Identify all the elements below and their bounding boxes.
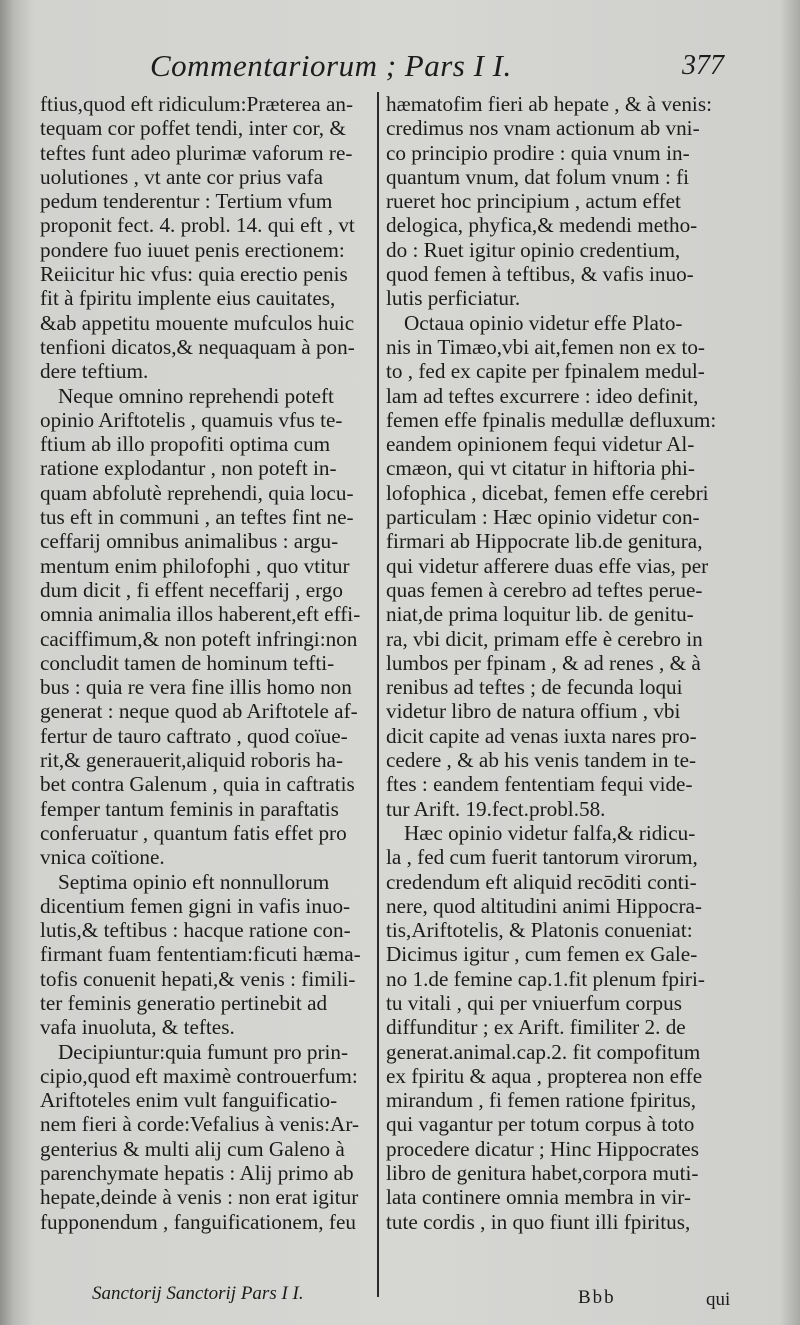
text-line: omnia animalia illos haberent,eft effi-	[40, 602, 361, 627]
text-line: caciffimum,& non poteft infringi:non	[40, 626, 358, 651]
text-line: dicentium femen gigni in vafis inuo-	[40, 893, 351, 918]
text-line: ceffarij omnibus animalibus : argu-	[40, 529, 339, 554]
text-line: firmari ab Hippocrate lib.de genitura,	[386, 529, 703, 554]
text-line: ter feminis generatio pertinebit ad	[40, 990, 328, 1015]
page-number: 377	[682, 50, 724, 81]
text-line: hepate,deinde à venis : non erat igitur	[40, 1185, 359, 1210]
text-line: nem fieri à corde:Vefalius à venis:Ar-	[40, 1112, 360, 1137]
text-line: ftium ab illo propofiti optima cum	[40, 432, 331, 457]
text-line: vafa inuoluta, & teftes.	[40, 1015, 235, 1040]
text-line: quam abfolutè reprehendi, quia locu-	[40, 480, 354, 505]
text-line: pedum tenderentur : Tertium vfum	[40, 189, 333, 214]
catchword: qui	[706, 1289, 731, 1310]
text-line: particulam : Hæc opinio videtur con-	[386, 505, 700, 530]
text-line: quod femen à teftibus, & vafis inuo-	[386, 262, 694, 287]
text-line: ra, vbi dicit, primam effe è cerebro in	[386, 626, 703, 651]
text-line: lutis perficiatur.	[386, 286, 521, 311]
text-line: hæmatofim fieri ab hepate , & à venis:	[386, 92, 712, 116]
text-line: ftes : eandem fententiam fequi vide-	[386, 772, 693, 797]
text-line: Reiicitur hic vfus: quia erectio penis	[40, 262, 348, 287]
text-line: femen effe fpinalis medullæ defluxum:	[386, 407, 717, 432]
text-line: generat.animal.cap.2. fit compofitum	[386, 1039, 701, 1064]
text-line: Ariftoteles enim vult fanguificatio-	[40, 1088, 338, 1113]
text-line: credendum eft aliquid recōditi conti-	[386, 869, 697, 894]
text-line: rueret hoc principium , actum effet	[386, 189, 681, 214]
text-line: tu vitali , qui per vniuerfum corpus	[386, 990, 682, 1015]
running-title: Commentariorum ; Pars I I.	[150, 48, 512, 83]
text-line: mentum enim philofophi , quo vtitur	[40, 553, 350, 578]
text-line: lata continere omnia membra in vir-	[386, 1185, 691, 1210]
text-line: pondere fuo iuuet penis erectionem:	[40, 237, 345, 262]
text-line: qui vagantur per totum corpus à toto	[386, 1112, 695, 1137]
text-line: Septima opinio eft nonnullorum	[58, 869, 330, 894]
text-line: delogica, phyfica,& medendi metho-	[386, 213, 698, 238]
column-divider	[377, 92, 379, 1297]
text-line: mirandum , fi femen ratione fpiritus,	[386, 1088, 697, 1113]
text-line: tofis conuenit hepati,& venis : fimili-	[40, 966, 356, 991]
text-line: lofophica , dicebat, femen effe cerebri	[386, 480, 709, 505]
text-line: videtur libro de natura offium , vbi	[386, 699, 681, 724]
right-text-column	[386, 92, 738, 1234]
text-line: tequam cor poffet tendi, inter cor, &	[40, 116, 346, 141]
text-line: ratione explodantur , non poteft in-	[40, 456, 337, 481]
page-footer	[0, 1283, 800, 1313]
text-line: lumbos per fpinam , & ad renes , & à	[386, 650, 701, 675]
text-line: dum dicit , fi effent neceffarij , ergo	[40, 577, 343, 602]
page-header	[0, 44, 800, 88]
text-line: procedere dicatur ; Hinc Hippocrates	[386, 1136, 699, 1161]
text-line: Octaua opinio videtur effe Plato-	[404, 310, 683, 335]
text-line: tute cordis , in quo fiunt illi fpiritus,	[386, 1209, 691, 1234]
text-line: tus eft in communi , an teftes fint ne-	[40, 505, 354, 530]
footer-signature-title: Sanctorij Sanctorij Pars I I.	[92, 1283, 304, 1304]
left-text-column	[40, 92, 372, 1234]
text-line: Dicimus igitur , cum femen ex Gale-	[386, 942, 698, 967]
text-line: eandem opinionem fequi videtur Al-	[386, 432, 695, 457]
text-line: credimus nos vnam actionum ab vni-	[386, 116, 700, 141]
text-line: co principio prodire : quia vnum in-	[386, 140, 690, 165]
text-line: lam ad teftes excurrere : ideo definit,	[386, 383, 699, 408]
text-line: niat,de prima loquitur lib. de genitu-	[386, 602, 694, 627]
text-line: cedere , & ab his venis tandem in te-	[386, 748, 697, 773]
text-line: no 1.de femine cap.1.fit plenum fpiri-	[386, 966, 705, 991]
text-line: lutis,& teftibus : hacque ratione con-	[40, 918, 351, 943]
text-line: parenchymate hepatis : Alij primo ab	[40, 1161, 354, 1186]
text-line: fertur de tauro caftrato , quod coïue-	[40, 723, 348, 748]
text-line: conferuatur , quantum fatis effet pro	[40, 820, 347, 845]
text-line: cmæon, qui vt citatur in hiftoria phi-	[386, 456, 695, 481]
text-line: nere, quod altitudini animi Hippocra-	[386, 893, 702, 918]
text-line: renibus ad teftes ; de fecunda loqui	[386, 675, 683, 700]
text-line: dere teftium.	[40, 359, 149, 384]
text-line: proponit fect. 4. probl. 14. qui eft , vt	[40, 213, 355, 238]
text-line: firmant fuam fententiam:ficuti hæma-	[40, 942, 361, 967]
text-line: quantum vnum, dat folum vnum : fi	[386, 164, 690, 189]
text-line: uolutiones , vt ante cor prius vafa	[40, 164, 324, 189]
text-line: fit à fpiritu implente eius cauitates,	[40, 286, 336, 311]
text-line: la , fed cum fuerit tantorum virorum,	[386, 845, 698, 870]
text-line: teftes funt adeo plurimæ vaforum re-	[40, 140, 353, 165]
text-line: diffunditur ; ex Arift. fimiliter 2. de	[386, 1015, 686, 1040]
text-line: opinio Ariftotelis , quamuis vfus te-	[40, 407, 343, 432]
text-line: Neque omnino reprehendi poteft	[58, 383, 334, 408]
text-line: tur Arift. 19.fect.probl.58.	[386, 796, 606, 821]
text-line: libro de genitura habet,corpora muti-	[386, 1161, 699, 1186]
text-line: vnica coïtione.	[40, 845, 165, 870]
text-line: generat : neque quod ab Ariftotele af-	[40, 699, 358, 724]
text-line: dicit capite ad venas iuxta nares pro-	[386, 723, 697, 748]
text-line: Decipiuntur:quia fumunt pro prin-	[58, 1039, 349, 1064]
text-line: quas femen à cerebro ad teftes perue-	[386, 577, 703, 602]
text-line: ex fpiritu & aqua , propterea non effe	[386, 1063, 703, 1088]
text-line: rit,& generauerit,aliquid roboris ha-	[40, 748, 343, 773]
text-line: cipio,quod eft maximè controuerfum:	[40, 1063, 358, 1088]
text-line: fupponendum , fanguificationem, feu	[40, 1209, 356, 1234]
text-line: concludit tamen de hominum tefti-	[40, 650, 335, 675]
text-line: genterius & multi alij cum Galeno à	[40, 1136, 345, 1161]
signature-mark: Bbb	[578, 1287, 616, 1308]
text-line: tis,Ariftotelis, & Platonis conueniat:	[386, 918, 693, 943]
text-line: bus : quia re vera fine illis homo non	[40, 675, 352, 700]
text-line: femper tantum feminis in paraftatis	[40, 796, 339, 821]
text-line: do : Ruet igitur opinio credentium,	[386, 237, 681, 262]
text-line: to , fed ex capite per fpinalem medul-	[386, 359, 705, 384]
text-line: ftius,quod eft ridiculum:Præterea an-	[40, 92, 354, 116]
text-line: tenfioni dicatos,& nequaquam à pon-	[40, 334, 355, 359]
text-line: bet contra Galenum , quia in caftratis	[40, 772, 355, 797]
text-line: nis in Timæo,vbi ait,femen non ex to-	[386, 334, 705, 359]
text-line: &ab appetitu mouente mufculos huic	[40, 310, 355, 335]
text-line: Hæc opinio videtur falfa,& ridicu-	[404, 820, 696, 845]
text-line: qui videtur afferere duas effe vias, per	[386, 553, 709, 578]
